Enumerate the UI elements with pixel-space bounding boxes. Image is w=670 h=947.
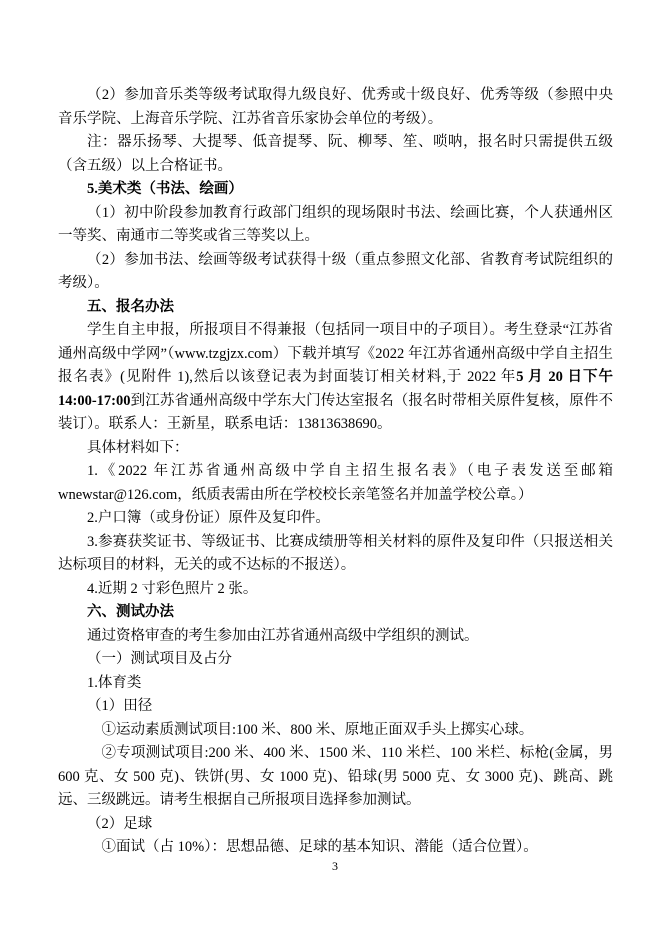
text-run: 4.近期 2 寸彩色照片 2 张。 (87, 580, 258, 597)
text-run: 通过资格审查的考生参加由江苏省通州高级中学组织的测试。 (87, 627, 479, 644)
text-run: 注：器乐扬琴、大提琴、低音提琴、阮、柳琴、笙、唢呐，报名时只需提供五级（含五级）以上合格证书。 (58, 134, 613, 174)
para-material-1 (58, 460, 613, 507)
para-test-items-heading (58, 648, 613, 672)
para-registration-procedure (58, 319, 613, 437)
para-materials-intro (58, 437, 613, 461)
bold-text-run: 5 月 20 日下午 14:00-17:00 (58, 369, 614, 409)
text-run: 3.参赛获奖证书、等级证书、比赛成绩册等相关材料的原件及复印件（只报送相关达标项目的材料，无关的或不达标的不报送）。 (58, 533, 613, 573)
text-run: 1.体育类 (87, 674, 142, 691)
text-run: 学生自主申报，所报项目不得兼报（包括同一项目中的子项目）。考生登录“江苏省通州高级中学网”（www.tzgjzx.com）下载并填写《2022 年江苏省通州高级中学自主招生报名表》(见附件 1),然后以该登记表为封面装订相关材料,于 2022 年 (58, 322, 613, 385)
heading-art-category (58, 178, 613, 202)
text-run: （1）田径 (87, 698, 153, 714)
para-track-and-field (58, 695, 613, 719)
text-run: （一）测试项目及占分 (87, 651, 232, 667)
text-run: ①面试（占 10%）：思想品德、足球的基本知识、潜能（适合位置）。 (101, 839, 538, 855)
para-art-requirement-1 (58, 202, 613, 249)
para-art-requirement-2 (58, 249, 613, 296)
para-track-special-test (58, 742, 613, 813)
text-run: 到江苏省通州高级中学东大门传达室报名（报名时带相关原件复核，原件不装订）。联系人：王新星，联系电话：13813638690。 (58, 392, 613, 432)
para-material-2 (58, 507, 613, 531)
para-test-intro (58, 625, 613, 649)
text-run: （2）参加音乐类等级考试取得九级良好、优秀或十级良好、优秀等级（参照中央音乐学院、上海音乐学院、江苏省音乐家协会单位的考级）。 (58, 87, 613, 127)
text-run: （2）足球 (87, 815, 153, 832)
text-run: （2）参加书法、绘画等级考试获得十级（重点参照文化部、省教育考试院组织的考级）。 (58, 251, 613, 291)
text-run: （1）初中阶段参加教育行政部门组织的现场限时书法、绘画比赛，个人获通州区一等奖、南通市二等奖或省三等奖以上。 (58, 204, 613, 244)
text-run: 2.户口簿（或身份证）原件及复印件。 (87, 510, 330, 526)
text-run: 5.美术类（书法、绘画） (87, 181, 243, 197)
page-number: 3 (332, 859, 338, 873)
text-run: 具体材料如下： (87, 439, 189, 456)
para-track-basic-test (58, 719, 613, 743)
para-music-grade-requirement (58, 84, 613, 131)
para-football-interview (58, 836, 613, 860)
para-material-3 (58, 531, 613, 578)
heading-registration-method (58, 296, 613, 320)
para-football (58, 813, 613, 837)
text-run: ②专项测试项目:200 米、400 米、1500 米、110 米栏、100 米栏、标枪(金属，男 600 克、女 500 克)、铁饼(男、女 1000 克)、铅球(男 5000 克、女 3000 克)、跳高、跳远、三级跳远。请考生根据自己所报项目选择参加测试。 (58, 745, 613, 808)
text-run: ①运动素质测试项目:100 米、800 米、原地正面双手头上掷实心球。 (101, 721, 534, 738)
text-run: 六、测试办法 (87, 604, 174, 620)
heading-test-method (58, 601, 613, 625)
text-run: 1.《2022 年江苏省通州高级中学自主招生报名表》（电子表发送至邮箱 wnewstar@126.com，纸质表需由所在学校校长亲笔签名并加盖学校公章。） (58, 463, 613, 503)
text-run: 五、报名办法 (87, 298, 174, 315)
para-material-4 (58, 578, 613, 602)
document-body (58, 84, 613, 860)
para-note-instruments (58, 131, 613, 178)
para-sports-category (58, 672, 613, 696)
